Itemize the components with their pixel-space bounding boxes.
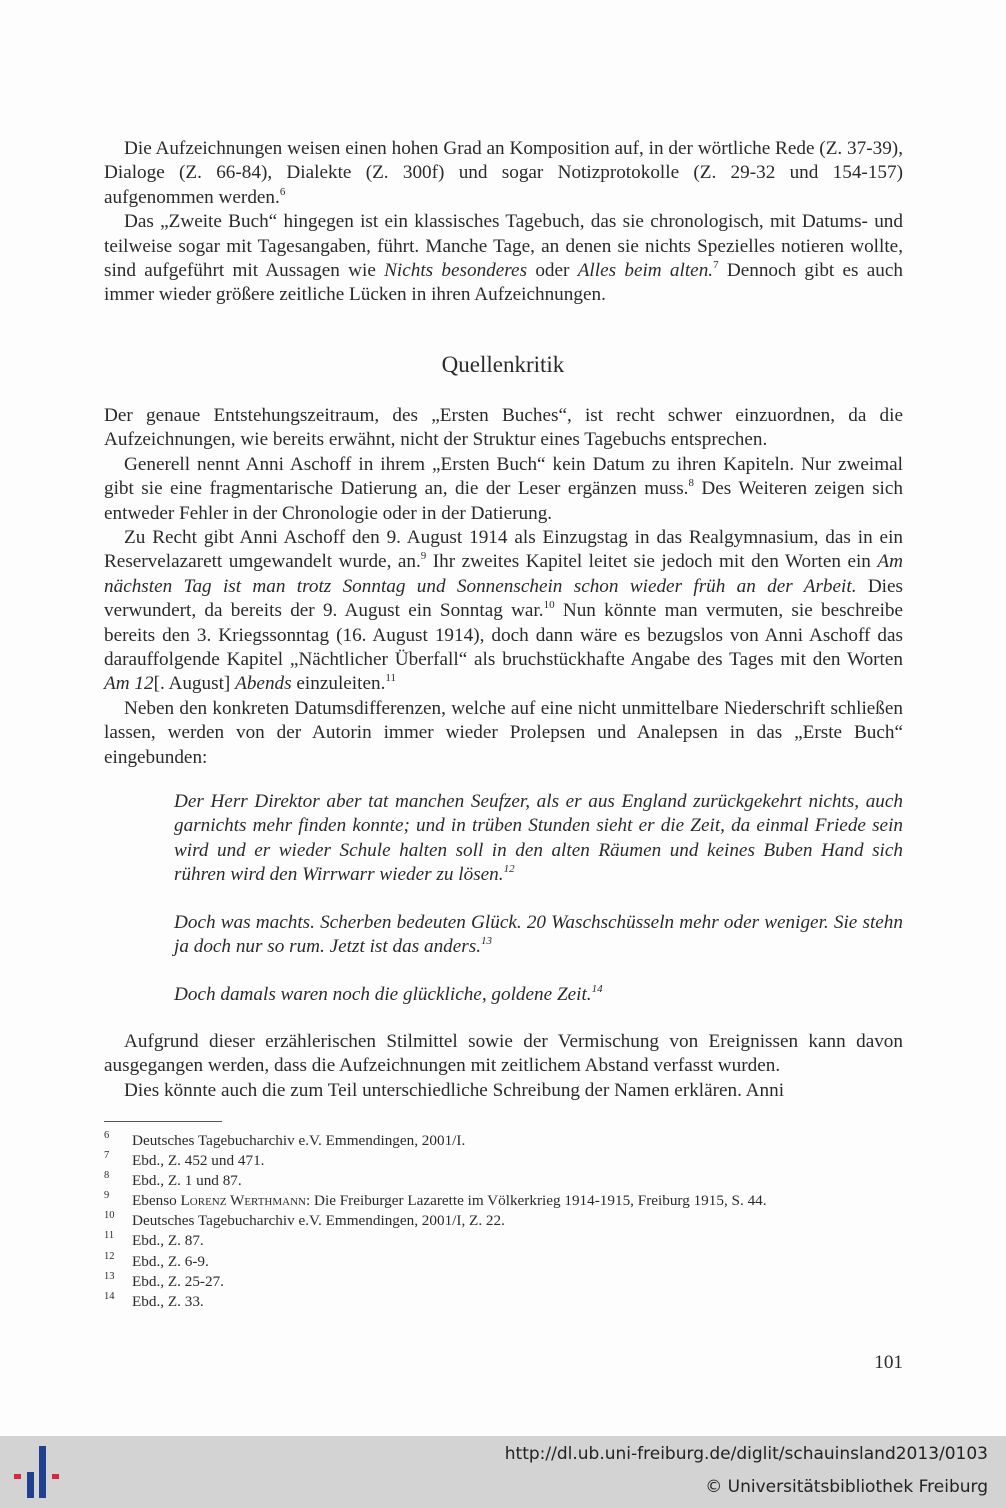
paragraph: Die Aufzeichnungen weisen einen hohen Grad an Komposition auf, in der wörtliche Rede (Z. 37-39), Dialoge (Z. 66-84), Dialekte (Z. 300f) und sogar Notizprotokolle (Z. 29-32 und 154-157) aufgenommen werden.$^6$ [104, 138, 903, 208]
footnote-ref[interactable]: 13 [481, 935, 492, 948]
footnote-ref[interactable]: 7 [713, 259, 719, 272]
section-block [104, 404, 903, 770]
library-logo-icon[interactable] [12, 1446, 64, 1498]
footnote-ref[interactable]: 11 [385, 672, 396, 685]
paragraph: Aufgrund dieser erzählerischen Stilmittel sowie der Vermischung von Ereignissen kann davon ausgegangen werden, dass die Aufzeichnungen mit zeitlichem Abstand verfasst wurden. [104, 1031, 903, 1077]
footnote: 10 Deutsches Tagebucharchiv e.V. Emmendingen, 2001/I, Z. 22. [104, 1210, 505, 1230]
footnote: 8 Ebd., Z. 1 und 87. [104, 1170, 242, 1190]
paragraph: Zu Recht gibt Anni Aschoff den 9. August 1914 als Einzugstag in das Realgymnasium, das in ein Reservelazarett umgewandelt wurde, an.$^9$ Ihr zweites Kapitel leitet sie jedoch mit den Worten ein Am nächsten Tag ist man trotz Sonntag und Sonnenschein schon wieder früh an der Arbeit. Dies verwundert, da bereits der 9. August ein Sonntag war.$^{10}$ Nun könnte man vermuten, sie beschreibe bereits den 3. Kriegssonntag (16. August 1914), doch dann wäre es bezugslos von Anni Aschoff das darauffolgende Kapitel „Nächtlicher Überfall“ als bruchstückhafte Angabe des Tages mit den Worten Am 12[. August] Abends einzuleiten.$^{11}$ [104, 527, 904, 695]
page-number: 101 [874, 1352, 903, 1373]
footnote: 13 Ebd., Z. 25-27. [104, 1270, 224, 1290]
footnote-ref[interactable]: 9 [420, 550, 427, 563]
block-quote: Doch damals waren noch die glückliche, goldene Zeit.$^{14}$ [174, 983, 603, 1005]
footnote: 11 Ebd., Z. 87. [104, 1230, 204, 1250]
footnote-ref[interactable]: 14 [591, 983, 603, 995]
paragraph: Das „Zweite Buch“ hingegen ist ein klassisches Tagebuch, das sie chronologisch, mit Datums- und teilweise sogar mit Tagesangaben, führt. Manche Tage, an denen sie nichts Spezielles notieren wollte, sind aufgeführt mit Aussagen wie Nichts besonderes oder Alles beim alten.$^7$ Dennoch gibt es auch immer wieder größere zeitliche Lücken in ihren Aufzeichnungen. [104, 211, 904, 306]
permalink-url[interactable]: http://dl.ub.uni-freiburg.de/diglit/schauinsland2013/0103 [504, 1444, 988, 1464]
paragraph: Der genaue Entstehungszeitraum, des „Ersten Buches“, ist recht schwer einzuordnen, da die Aufzeichnungen, wie bereits erwähnt, nicht der Struktur eines Tagebuchs entsprechen. [104, 405, 903, 451]
footnote: 7 Ebd., Z. 452 und 471. [104, 1150, 265, 1170]
author-name: Lorenz Werthmann [180, 1192, 306, 1210]
intro-block [104, 137, 903, 308]
footnote-ref[interactable]: 10 [543, 599, 555, 612]
footnote: 12 Ebd., Z. 6-9. [104, 1250, 209, 1270]
block-quote: Doch was machts. Scherben bedeuten Glück. 20 Waschschüsseln mehr oder weniger. Sie stehn ja doch nur so rum. Jetzt ist das anders.$^{13}$ [174, 912, 903, 958]
section-heading: Quellenkritik [441, 352, 565, 377]
footnote-separator [104, 1121, 222, 1122]
footnote-ref[interactable]: 8 [688, 477, 694, 490]
footnotes [104, 1131, 904, 1312]
footnote-ref[interactable]: 6 [279, 185, 286, 198]
closing-block [104, 1030, 903, 1103]
footnote: 14 Ebd., Z. 33. [104, 1290, 204, 1310]
paragraph: Generell nennt Anni Aschoff in ihrem „Ersten Buch“ kein Datum zu ihren Kapiteln. Nur zweimal gibt sie eine fragmentarische Datierung an, die der Leser ergänzen muss.$^8$ Des Weiteren zeigen sich entweder Fehler in der Chronologie oder in der Datierung. [104, 453, 903, 524]
viewer-footer [0, 1436, 1006, 1508]
paragraph: Neben den konkreten Datumsdifferenzen, welche auf eine nicht unmittelbare Niederschrift schließen lassen, werden von der Autorin immer wieder Prolepsen und Analepsen in das „Erste Buch“ eingebunden: [104, 697, 903, 768]
footnote: 9 Ebenso Lorenz Werthmann: Die Freiburger Lazarette im Völkerkrieg 1914-1915, Freiburg 1915, S. 44. [104, 1190, 767, 1210]
paragraph: Dies könnte auch die zum Teil unterschiedliche Schreibung der Namen erklären. Anni [124, 1079, 785, 1101]
footnote: 6 Deutsches Tagebucharchiv e.V. Emmendingen, 2001/I. [104, 1130, 466, 1149]
copyright-text: © Universitätsbibliothek Freiburg [705, 1477, 988, 1497]
block-quote: Der Herr Direktor aber tat manchen Seufzer, als er aus England zurückgekehrt nichts, auch garnichts mehr finden konnte; und in trüben Stunden sieht er die Zeit, da einmal Friede sein wird und er wieder Schule halten soll in den alten Räumen und keines Buben Hand sich rühren wird den Wirrwarr wieder zu lösen.$^{12}$ [174, 791, 903, 886]
footnote-ref[interactable]: 12 [503, 863, 515, 876]
